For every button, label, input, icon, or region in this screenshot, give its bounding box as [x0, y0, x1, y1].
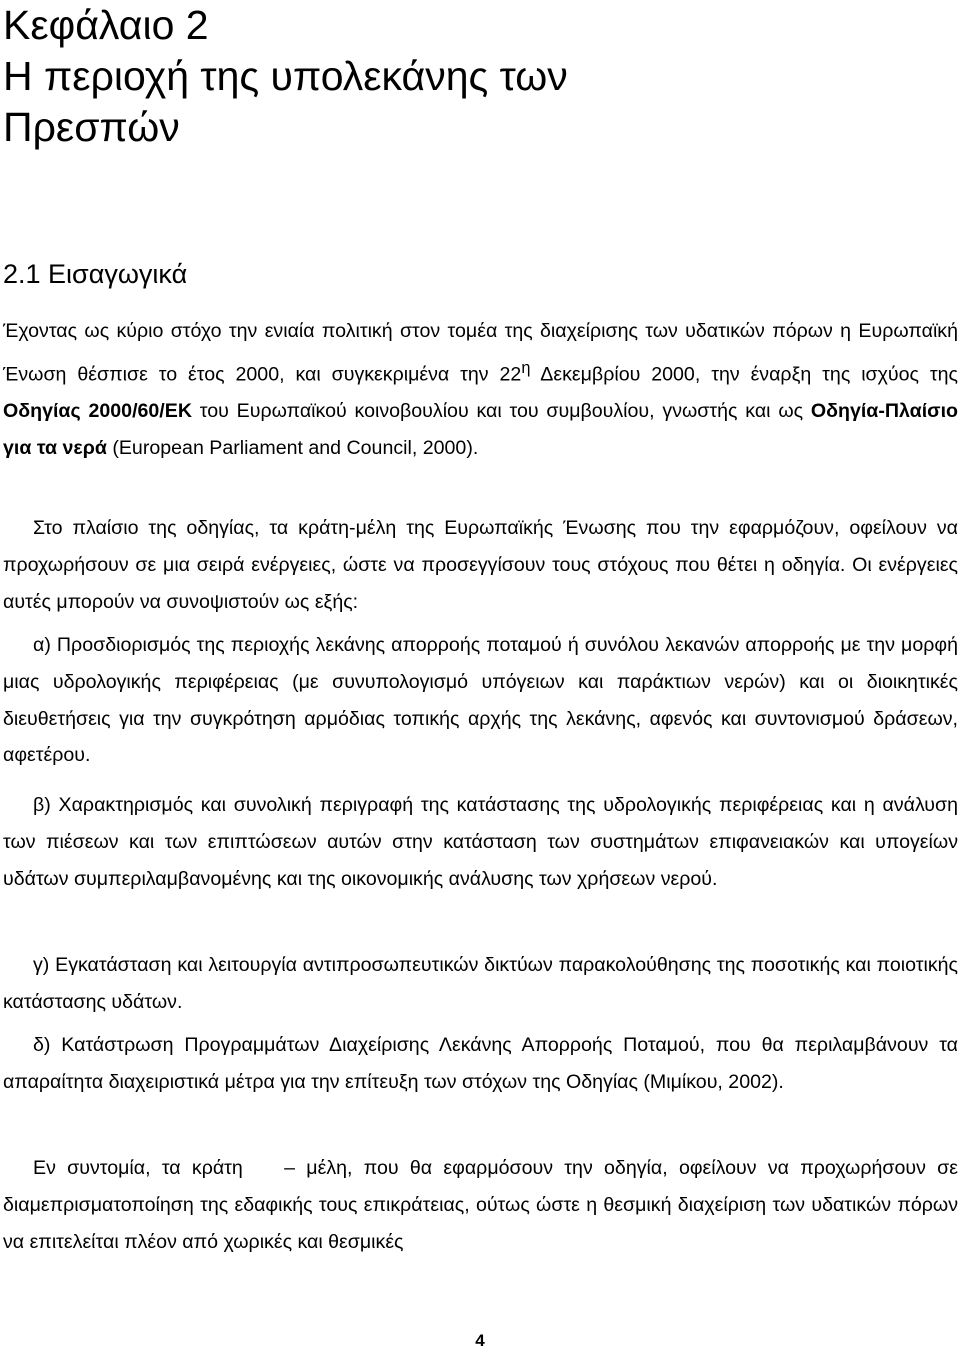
intro-text-3: του Ευρωπαϊκού κοινοβουλίου και του συμβουλίου, γνωστής και ως [191, 400, 811, 423]
list-item-d: δ) Κατάστρωση Προγραμμάτων Διαχείρισης Λεκάνης Απορροής Ποταμού, που θα περιλαμβάνουν τα απαραίτητα διαχειριστικά μέτρα για την επίτευξη των στόχων της Οδηγίας (Μιμίκου, 2002). [3, 1034, 958, 1093]
page-number: 4 [475, 1331, 485, 1350]
section-heading: 2.1 Εισαγωγικά [3, 259, 188, 289]
chapter-label: Κεφάλαιο 2 [3, 2, 209, 48]
list-item-c: γ) Εγκατάσταση και λειτουργία αντιπροσωπευτικών δικτύων παρακολούθησης της ποσοτικής και ποιοτικής κατάστασης υδάτων. [3, 954, 958, 1013]
list-item-a: α) Προσδιορισμός της περιοχής λεκάνης απορροής ποταμού ή συνόλου λεκανών απορροής με την μορφή μιας υδρολογικής περιφέρειας (με συνυπολογισμό υπόγειων και παράκτιων νερών) και οι διοικητικές διευθετήσεις για την συγκρότηση αρμόδιας τοπικής αρχής της λεκάνης, αφενός και συντονισμού δράσεων, αφετέρου. [3, 634, 958, 767]
chapter-title-line-1: Η περιοχή της υπολεκάνης των [3, 53, 568, 99]
chapter-title [3, 0, 568, 153]
directive-name: Οδηγίας 2000/60/ΕΚ [3, 400, 192, 423]
list-item-b: β) Χαρακτηρισμός και συνολική περιγραφή της κατάστασης της υδρολογικής περιφέρειας και η ανάλυση των πιέσεων και των επιπτώσεων αυτών στην κατάσταση των συστημάτων επιφανειακών και υπογείων υδάτων συμπεριλαμβανομένης και της οικονομικής ανάλυσης των χρήσεων νερού. [3, 794, 958, 890]
date-superscript: η [521, 358, 531, 377]
intro-text-4: (European Parliament and Council, 2000). [106, 436, 479, 459]
summary-dash: – [284, 1157, 296, 1179]
summary-text-2: μέλη, που θα εφαρμόσουν την οδηγία, οφείλουν να προχωρήσουν σε διαμεπρισματοποίηση της εδαφικής τους επικράτειας, ούτως ώστε η θεσμική διαχείριση των υδατικών πόρων να επιτελείται πλέον από χωρικές και θεσμικές [3, 1157, 959, 1253]
summary-text-1: Εν συντομία, τα κράτη [33, 1157, 255, 1179]
intro-text-2: Δεκεμβρίου 2000, την έναρξη της ισχύος της [530, 363, 958, 386]
intro-text-1: Έχοντας ως κύριο στόχο την ενιαία πολιτική στον τομέα της διαχείρισης των υδατικών πόρων η Ευρωπαϊκή Ένωση θέσπισε το έτος 2000, και συγκεκριμένα την 22 [3, 320, 958, 386]
framework-paragraph: Στο πλαίσιο της οδηγίας, τα κράτη-μέλη της Ευρωπαϊκής Ένωσης που την εφαρμόζουν, οφείλουν να προχωρήσουν σε μια σειρά ενέργειες, ώστε να προσεγγίσουν τους στόχους που θέτει η οδηγία. Οι ενέργειες αυτές μπορούν να συνοψιστούν ως εξής: [3, 517, 958, 613]
chapter-title-line-2: Πρεσπών [3, 104, 180, 150]
framework-directive-name: Οδηγία-Πλαίσιο για τα νερά [3, 400, 958, 459]
summary-paragraph [3, 1150, 958, 1260]
intro-paragraph [3, 313, 958, 467]
